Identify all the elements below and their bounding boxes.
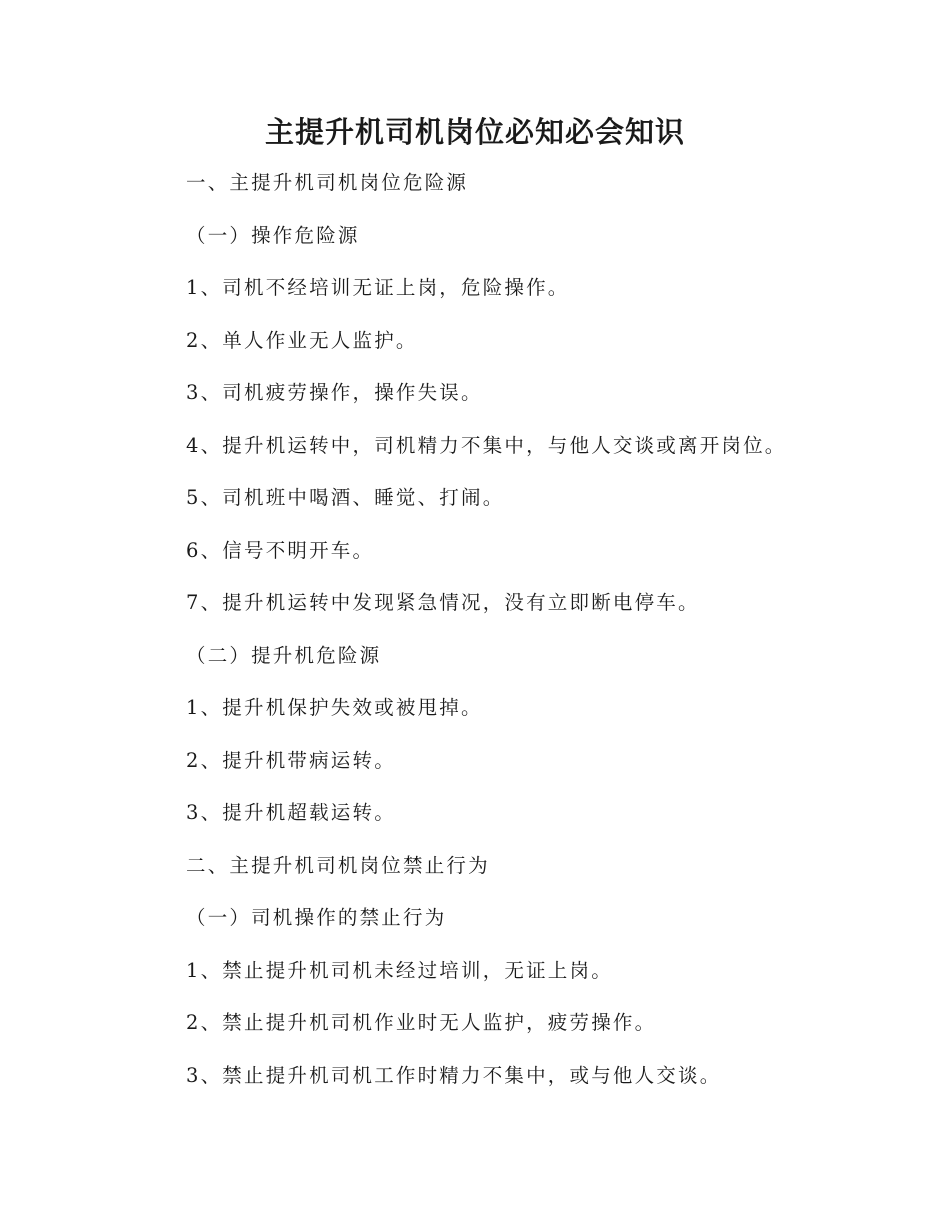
list-item: 3、司机疲劳操作，操作失误。 xyxy=(186,381,483,404)
subsection-heading-1-1: （一）操作危险源 xyxy=(186,223,360,247)
list-item: 6、信号不明开车。 xyxy=(186,538,375,562)
list-item: 2、提升机带病运转。 xyxy=(186,748,396,772)
list-item: 3、提升机超载运转。 xyxy=(186,801,396,824)
section-heading-1: 一、主提升机司机岗位危险源 xyxy=(186,171,469,194)
list-item: 1、司机不经培训无证上岗，危险操作。 xyxy=(186,276,570,299)
document-body xyxy=(186,166,906,1111)
list-item: 1、提升机保护失效或被甩掉。 xyxy=(186,696,483,719)
subsection-heading-1-2: （二）提升机危险源 xyxy=(186,643,382,667)
list-item: 3、禁止提升机司机工作时精力不集中，或与他人交谈。 xyxy=(186,1063,722,1087)
list-item: 2、禁止提升机司机作业时无人监护，疲劳操作。 xyxy=(186,1011,657,1034)
subsection-heading-2-1: （一）司机操作的禁止行为 xyxy=(186,906,447,929)
list-item: 4、提升机运转中，司机精力不集中，与他人交谈或离开岗位。 xyxy=(186,433,787,457)
list-item: 7、提升机运转中发现紧急情况，没有立即断电停车。 xyxy=(186,591,700,614)
document-title: 主提升机司机岗位必知必会知识 xyxy=(264,115,685,149)
list-item: 1、禁止提升机司机未经过培训，无证上岗。 xyxy=(186,958,613,982)
section-heading-2: 二、主提升机司机岗位禁止行为 xyxy=(186,853,490,877)
list-item: 5、司机班中喝酒、睡觉、打闹。 xyxy=(186,486,505,509)
list-item: 2、单人作业无人监护。 xyxy=(186,328,418,352)
